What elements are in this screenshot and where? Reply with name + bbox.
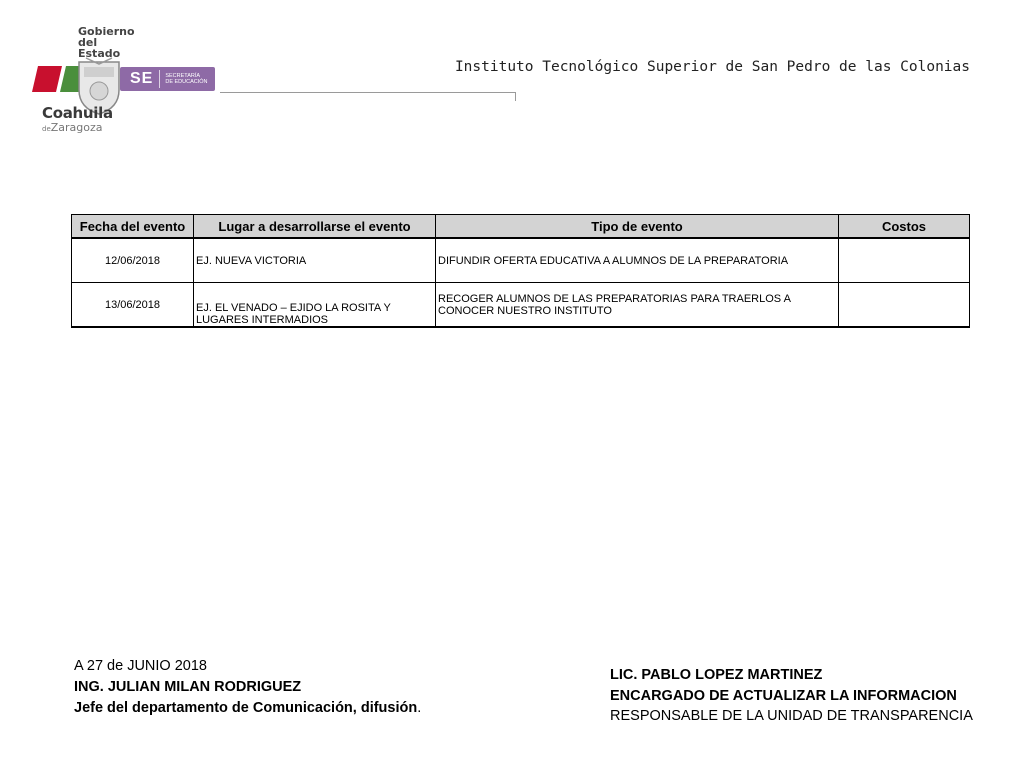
signature-left-title: Jefe del departamento de Comunicación, difusión. [74,700,422,716]
signature-left-name: ING. JULIAN MILAN RODRIGUEZ [74,679,302,695]
cell-costos [839,283,970,328]
cell-fecha: 12/06/2018 [72,238,194,283]
signature-right [610,665,973,727]
coahuila-wordmark: Coahuila [42,104,113,122]
header-divider [220,92,515,93]
header-lugar: Lugar a desarrollarse el evento [194,215,436,239]
signature-left [74,656,421,719]
signature-right-role: ENCARGADO DE ACTUALIZAR LA INFORMACION [610,687,957,704]
header-costos: Costos [839,215,970,239]
signature-right-unit: RESPONSABLE DE LA UNIDAD DE TRANSPARENCIA [610,708,973,724]
cell-tipo: RECOGER ALUMNOS DE LAS PREPARATORIAS PARA TRAERLOS A CONOCER NUESTRO INSTITUTO [436,283,839,328]
table-row [72,238,970,283]
header-fecha: Fecha del evento [72,215,194,239]
header-divider-tick [515,92,516,101]
zaragoza-wordmark: deZaragoza [42,121,103,134]
cell-tipo: DIFUNDIR OFERTA EDUCATIVA A ALUMNOS DE LA PREPARATORIA [436,238,839,283]
cell-lugar: EJ. NUEVA VICTORIA [194,238,436,283]
header-tipo: Tipo de evento [436,215,839,239]
events-table [71,214,970,328]
institute-name: Instituto Tecnológico Superior de San Pedro de las Colonias [454,59,970,75]
gobierno-del-estado-wordmark: Gobierno del Estado [78,25,135,60]
signature-right-name: LIC. PABLO LOPEZ MARTINEZ [610,667,823,683]
coahuila-government-logo [28,22,228,137]
cell-fecha: 13/06/2018 [72,283,194,328]
table-row [72,283,970,328]
cell-costos [839,238,970,283]
se-badge: SE SECRETARÍA DE EDUCACIÓN [120,67,215,91]
signature-date: A 27 de JUNIO 2018 [74,658,207,674]
table-header-row [72,215,970,239]
cell-lugar: EJ. EL VENADO – EJIDO LA ROSITA Y LUGARES INTERMADIOS [194,283,436,328]
